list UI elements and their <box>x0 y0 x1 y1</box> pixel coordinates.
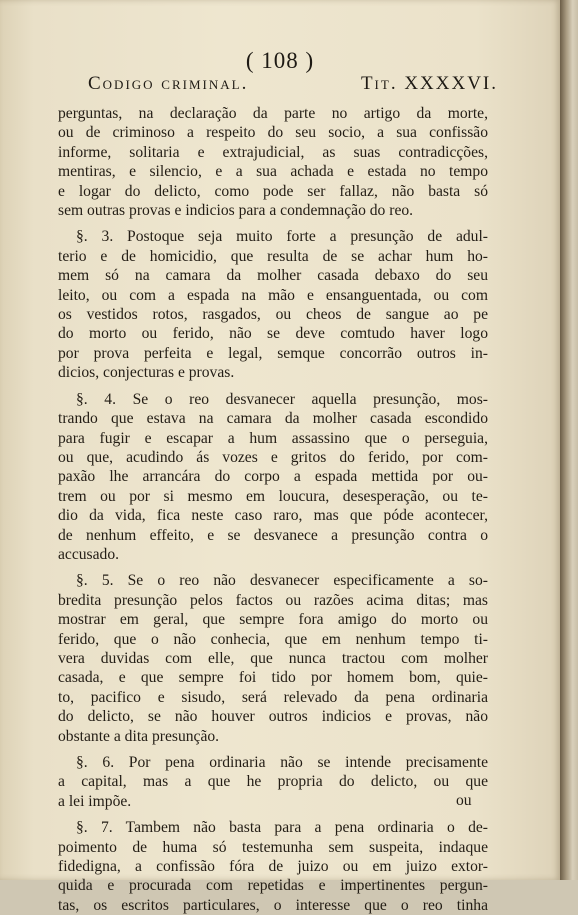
text-line: tas, os escritos particulares, o interesse que o reo tinha <box>58 896 488 914</box>
running-head-section: Tit. XXXXVI. <box>360 73 498 94</box>
text-line: dio da vida, fica neste caso raro, mas que póde acontecer, <box>58 507 488 525</box>
running-head <box>88 73 498 95</box>
page-edge <box>560 0 578 880</box>
text-line: poimento de huma só testemunha sem suspeita, indaque <box>58 838 488 856</box>
text-line: os vestidos rotos, rasgados, ou cheos de sangue ao pe <box>58 306 488 324</box>
text-line: ou que, acudindo ás vozes e gritos do ferido, por com- <box>58 448 488 466</box>
text-line: trando que estava na camara da molher casada escondido <box>58 410 488 428</box>
text-line: leito, ou com a espada na mão e ensanguentada, ou com <box>58 286 488 304</box>
text-line: accusado. <box>58 545 120 563</box>
body-text <box>58 104 488 915</box>
text-line: ferido, que o não conhecia, que em nenhum tempo ti- <box>58 630 488 648</box>
running-head-title: Codigo criminal. <box>88 73 249 94</box>
text-line: §. 5. Se o reo não desvanecer especificamente a so- <box>76 572 488 590</box>
page-header <box>0 48 560 74</box>
text-line: §. 7. Tambem não basta para a pena ordinaria o de- <box>76 819 488 837</box>
text-line: trem ou por si mesmo em loucura, desesperação, ou te- <box>58 487 488 505</box>
text-line: a lei impõe. <box>58 792 132 810</box>
text-line: e logar do delicto, como pode ser fallaz, não basta só <box>58 182 488 200</box>
text-line: por prova perfeita e legal, semque concorrão outros in- <box>58 344 488 362</box>
text-line: §. 6. Por pena ordinaria não se intende precisamente <box>76 754 488 771</box>
text-line: §. 4. Se o reo desvanecer aquella presunção, mos- <box>76 390 488 408</box>
text-line: casada, e que sempre foi tido por homem bom, quie- <box>58 669 488 687</box>
text-line: perguntas, na declaração da parte no artigo da morte, <box>58 105 488 122</box>
paragraph-gap <box>58 383 488 390</box>
text-line: vera duvidas com elle, que nunca tractou com molher <box>58 649 488 667</box>
paragraph-gap <box>58 811 488 818</box>
text-line: de nenhum effeito, e se desvanece a presunção contra o <box>58 526 488 544</box>
text-line: do morto ou ferido, não se deve comtudo haver logo <box>58 325 488 343</box>
text-line: to, pacifico e sisudo, será relevado da pena ordinaria <box>58 688 488 706</box>
text-line: dicios, conjecturas e provas. <box>58 364 235 382</box>
text-line: mentiras, e silencio, e a sua achada e estada no tempo <box>58 163 488 181</box>
text-line: quida e procurada com repetidas e impertinentes pergun- <box>58 877 488 895</box>
text-line: a capital, mas a que he propria do delicto, ou que <box>58 773 488 791</box>
catchword: ou <box>456 792 472 809</box>
paragraph-gap <box>58 220 488 227</box>
text-line: §. 3. Postoque seja muito forte a presunção de adul- <box>76 228 488 246</box>
text-line: ou de criminoso a respeito do seu socio, a sua confissão <box>58 124 488 142</box>
text-line: terio e de homicidio, que resulta de se achar hum ho- <box>58 247 488 265</box>
text-line: do delicto, se não houver outros indicios e provas, não <box>58 708 488 726</box>
text-line: fidedigna, a confissão fóra de juizo ou em juizo extor- <box>58 858 488 876</box>
text-line: sem outras provas e indicios para a condemnação do reo. <box>58 202 414 220</box>
paragraph-gap <box>58 746 488 753</box>
text-line: obstante a dita presunção. <box>58 727 220 745</box>
text-line: paxão lhe arrancára do corpo a espada mettida por ou- <box>58 468 488 486</box>
text-line: mem só na camara da molher casada debaxo do seu <box>58 267 488 285</box>
text-line: informe, solitaria e extrajudicial, as suas contradicções, <box>58 143 488 161</box>
paragraph-gap <box>58 564 488 571</box>
text-line: mostrar em geral, que sempre fora amigo do morto ou <box>58 611 488 629</box>
text-line: bredita presunção pelos factos ou razões acima ditas; mas <box>58 591 488 609</box>
text-line: para fugir e escapar a hum assassino que o perseguia, <box>58 429 488 447</box>
page-number: ( 108 ) <box>245 48 315 73</box>
